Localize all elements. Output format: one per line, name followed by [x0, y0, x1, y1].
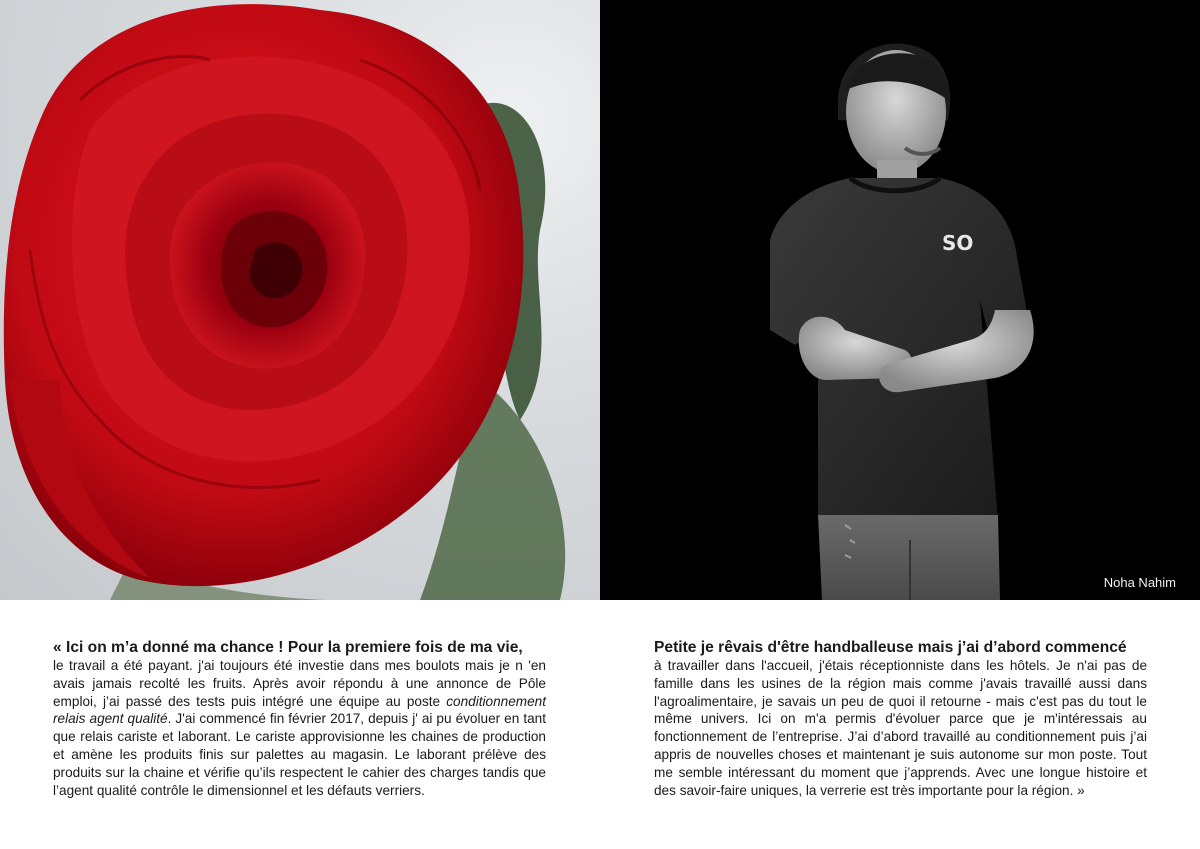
portrait-illustration	[600, 0, 1200, 600]
shirt-logo: SO	[942, 231, 974, 255]
right-body: à travailler dans l'accueil, j'étais réceptionniste dans les hôtels. Je n'ai pas de famille dans les usines de la région mais comme j'avais travaillé aussi dans l'agroalimentaire, je savais un peu de quoi il retourne - mais c'est pas du tout le même univers. Ici on m'a permis d'évoluer parce que je m'intéressais au fonctionnement de l’entreprise. J’ai d’abord travaillé au conditionnement puis j’ai appris de nouvelles choses et maintenant je suis autonome sur mon poste. Tout me semble intéressant du moment que j’apprends. Avec une longue histoire et des savoir-faire uniques, la verrerie est très importante pour la région. »	[654, 658, 1147, 798]
right-lead-quote: Petite je rêvais d'être handballeuse mais j’ai d’abord commencé	[654, 639, 1127, 656]
left-body-part1: le travail a été payant. j'ai toujours été investie dans mes boulots mais je n 'en avais jamais recolté les fruits. Après avoir répondu à une annonce de Pôle emploi, j’ai passé des tests puis intégré une équipe au poste	[53, 658, 546, 709]
left-body-italic: conditionnement relais agent qualité	[53, 693, 546, 727]
left-body-part2: . J'ai commencé fin février 2017, depuis j' ai pu évoluer en tant que relais cariste et laborant. Le cariste approvisionne les chaines de production et amène les produits finis sur palettes au magasin. Le laborant prélève des produits sur la chaine et vérifie qu’ils respectent le cahier des charges tandis que l’agent qualité contrôle le dimensionnel et les défauts verriers.	[53, 711, 546, 798]
photo-caption: Noha Nahim	[1103, 575, 1176, 590]
right-text-column	[654, 638, 1147, 799]
left-text-column	[53, 638, 546, 799]
rose-photo	[0, 0, 600, 600]
portrait-photo	[600, 0, 1200, 600]
rose-illustration	[0, 0, 600, 600]
left-lead-quote: « Ici on m’a donné ma chance ! Pour la premiere fois de ma vie,	[53, 639, 523, 656]
